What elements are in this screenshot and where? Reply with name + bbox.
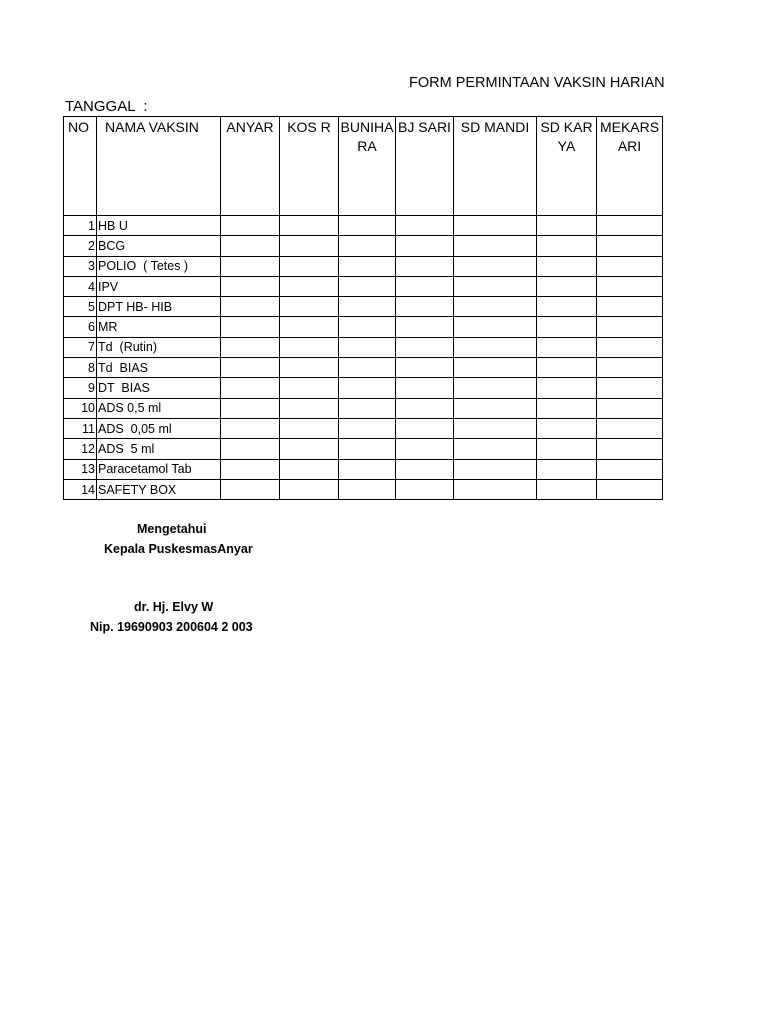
- vaccine-name: Paracetamol Tab: [97, 459, 221, 479]
- quantity-cell[interactable]: [221, 398, 280, 418]
- quantity-cell[interactable]: [537, 317, 597, 337]
- table-row: [64, 297, 663, 317]
- quantity-cell[interactable]: [280, 256, 339, 276]
- quantity-cell[interactable]: [339, 337, 396, 357]
- quantity-cell[interactable]: [396, 317, 454, 337]
- vaccine-name: MR: [97, 317, 221, 337]
- vaccine-name: BCG: [97, 236, 221, 256]
- row-number: 2: [64, 236, 97, 256]
- quantity-cell[interactable]: [537, 216, 597, 236]
- row-number: 11: [64, 418, 97, 438]
- quantity-cell[interactable]: [396, 378, 454, 398]
- quantity-cell[interactable]: [537, 398, 597, 418]
- table-row: [64, 256, 663, 276]
- quantity-cell[interactable]: [339, 256, 396, 276]
- quantity-cell[interactable]: [597, 418, 663, 438]
- quantity-cell[interactable]: [454, 418, 537, 438]
- quantity-cell[interactable]: [597, 479, 663, 499]
- quantity-cell[interactable]: [597, 439, 663, 459]
- quantity-cell[interactable]: [339, 276, 396, 296]
- quantity-cell[interactable]: [221, 479, 280, 499]
- quantity-cell[interactable]: [454, 236, 537, 256]
- quantity-cell[interactable]: [396, 256, 454, 276]
- table-row: [64, 418, 663, 438]
- signature-name: dr. Hj. Elvy W: [134, 600, 214, 614]
- quantity-cell[interactable]: [537, 378, 597, 398]
- table-row: [64, 398, 663, 418]
- quantity-cell[interactable]: [597, 459, 663, 479]
- table-row: [64, 439, 663, 459]
- quantity-cell[interactable]: [597, 398, 663, 418]
- quantity-cell[interactable]: [597, 236, 663, 256]
- vaccine-name: POLIO ( Tetes ): [97, 256, 221, 276]
- row-number: 3: [64, 256, 97, 276]
- quantity-cell[interactable]: [339, 358, 396, 378]
- header-bunihara: BUNIHARA: [339, 117, 396, 216]
- quantity-cell[interactable]: [221, 459, 280, 479]
- quantity-cell[interactable]: [597, 276, 663, 296]
- quantity-cell[interactable]: [221, 256, 280, 276]
- quantity-cell[interactable]: [221, 236, 280, 256]
- table-row: [64, 317, 663, 337]
- vaccine-request-table: [63, 116, 663, 500]
- header-kos-r: KOS R: [280, 117, 339, 216]
- quantity-cell[interactable]: [280, 358, 339, 378]
- row-number: 13: [64, 459, 97, 479]
- quantity-cell[interactable]: [597, 378, 663, 398]
- quantity-cell[interactable]: [454, 378, 537, 398]
- quantity-cell[interactable]: [454, 358, 537, 378]
- quantity-cell[interactable]: [597, 337, 663, 357]
- quantity-cell[interactable]: [221, 358, 280, 378]
- quantity-cell[interactable]: [454, 297, 537, 317]
- table-row: [64, 378, 663, 398]
- quantity-cell[interactable]: [339, 317, 396, 337]
- vaccine-name: DPT HB- HIB: [97, 297, 221, 317]
- quantity-cell[interactable]: [454, 337, 537, 357]
- quantity-cell[interactable]: [597, 216, 663, 236]
- table-row: [64, 236, 663, 256]
- quantity-cell[interactable]: [537, 297, 597, 317]
- row-number: 1: [64, 216, 97, 236]
- quantity-cell[interactable]: [221, 439, 280, 459]
- quantity-cell[interactable]: [597, 297, 663, 317]
- quantity-cell[interactable]: [280, 479, 339, 499]
- quantity-cell[interactable]: [537, 439, 597, 459]
- quantity-cell[interactable]: [280, 398, 339, 418]
- row-number: 7: [64, 337, 97, 357]
- quantity-cell[interactable]: [339, 479, 396, 499]
- quantity-cell[interactable]: [339, 236, 396, 256]
- table-row: [64, 479, 663, 499]
- quantity-cell[interactable]: [221, 297, 280, 317]
- row-number: 6: [64, 317, 97, 337]
- vaccine-name: ADS 0,5 ml: [97, 398, 221, 418]
- quantity-cell[interactable]: [280, 439, 339, 459]
- row-number: 10: [64, 398, 97, 418]
- quantity-cell[interactable]: [221, 418, 280, 438]
- quantity-cell[interactable]: [396, 459, 454, 479]
- quantity-cell[interactable]: [454, 216, 537, 236]
- quantity-cell[interactable]: [396, 439, 454, 459]
- quantity-cell[interactable]: [454, 459, 537, 479]
- quantity-cell[interactable]: [537, 236, 597, 256]
- quantity-cell[interactable]: [396, 358, 454, 378]
- signature-acknowledged: Mengetahui: [137, 522, 207, 536]
- quantity-cell[interactable]: [280, 317, 339, 337]
- vaccine-name: Td BIAS: [97, 358, 221, 378]
- quantity-cell[interactable]: [221, 337, 280, 357]
- quantity-cell[interactable]: [339, 216, 396, 236]
- quantity-cell[interactable]: [221, 276, 280, 296]
- header-no: NO: [64, 117, 97, 216]
- table-header-row: [64, 117, 663, 216]
- quantity-cell[interactable]: [221, 378, 280, 398]
- header-bj-sari: BJ SARI: [396, 117, 454, 216]
- quantity-cell[interactable]: [339, 418, 396, 438]
- quantity-cell[interactable]: [537, 459, 597, 479]
- row-number: 14: [64, 479, 97, 499]
- table-body: [64, 216, 663, 500]
- header-sd-mandi: SD MANDI: [454, 117, 537, 216]
- quantity-cell[interactable]: [396, 297, 454, 317]
- table-row: [64, 337, 663, 357]
- quantity-cell[interactable]: [221, 216, 280, 236]
- quantity-cell[interactable]: [597, 317, 663, 337]
- quantity-cell[interactable]: [597, 358, 663, 378]
- quantity-cell[interactable]: [280, 378, 339, 398]
- quantity-cell[interactable]: [396, 479, 454, 499]
- vaccine-name: ADS 5 ml: [97, 439, 221, 459]
- date-label: TANGGAL :: [65, 98, 148, 115]
- vaccine-name: Td (Rutin): [97, 337, 221, 357]
- quantity-cell[interactable]: [537, 479, 597, 499]
- quantity-cell[interactable]: [339, 439, 396, 459]
- quantity-cell[interactable]: [454, 317, 537, 337]
- quantity-cell[interactable]: [339, 459, 396, 479]
- row-number: 5: [64, 297, 97, 317]
- vaccine-name: DT BIAS: [97, 378, 221, 398]
- quantity-cell[interactable]: [339, 378, 396, 398]
- vaccine-name: SAFETY BOX: [97, 479, 221, 499]
- form-title: FORM PERMINTAAN VAKSIN HARIAN: [409, 75, 665, 91]
- signature-position: Kepala PuskesmasAnyar: [104, 542, 253, 556]
- vaccine-name: HB U: [97, 216, 221, 236]
- quantity-cell[interactable]: [454, 276, 537, 296]
- quantity-cell[interactable]: [396, 398, 454, 418]
- quantity-cell[interactable]: [280, 418, 339, 438]
- vaccine-name: IPV: [97, 276, 221, 296]
- header-sd-karya: SD KARYA: [537, 117, 597, 216]
- quantity-cell[interactable]: [396, 276, 454, 296]
- quantity-cell[interactable]: [537, 256, 597, 276]
- quantity-cell[interactable]: [280, 276, 339, 296]
- quantity-cell[interactable]: [454, 439, 537, 459]
- quantity-cell[interactable]: [280, 297, 339, 317]
- quantity-cell[interactable]: [280, 337, 339, 357]
- quantity-cell[interactable]: [454, 256, 537, 276]
- row-number: 9: [64, 378, 97, 398]
- row-number: 12: [64, 439, 97, 459]
- quantity-cell[interactable]: [396, 216, 454, 236]
- quantity-cell[interactable]: [280, 216, 339, 236]
- quantity-cell[interactable]: [537, 358, 597, 378]
- quantity-cell[interactable]: [396, 236, 454, 256]
- quantity-cell[interactable]: [339, 297, 396, 317]
- header-vaccine-name: NAMA VAKSIN: [97, 117, 221, 216]
- quantity-cell[interactable]: [339, 398, 396, 418]
- quantity-cell[interactable]: [454, 398, 537, 418]
- quantity-cell[interactable]: [597, 256, 663, 276]
- quantity-cell[interactable]: [537, 276, 597, 296]
- quantity-cell[interactable]: [221, 317, 280, 337]
- signature-nip: Nip. 19690903 200604 2 003: [90, 620, 253, 634]
- table-row: [64, 358, 663, 378]
- quantity-cell[interactable]: [537, 337, 597, 357]
- table-row: [64, 276, 663, 296]
- table-row: [64, 216, 663, 236]
- header-mekarsari: MEKARSARI: [597, 117, 663, 216]
- quantity-cell[interactable]: [454, 479, 537, 499]
- quantity-cell[interactable]: [280, 459, 339, 479]
- quantity-cell[interactable]: [280, 236, 339, 256]
- quantity-cell[interactable]: [396, 337, 454, 357]
- row-number: 8: [64, 358, 97, 378]
- quantity-cell[interactable]: [396, 418, 454, 438]
- table-row: [64, 459, 663, 479]
- header-anyar: ANYAR: [221, 117, 280, 216]
- quantity-cell[interactable]: [537, 418, 597, 438]
- row-number: 4: [64, 276, 97, 296]
- vaccine-name: ADS 0,05 ml: [97, 418, 221, 438]
